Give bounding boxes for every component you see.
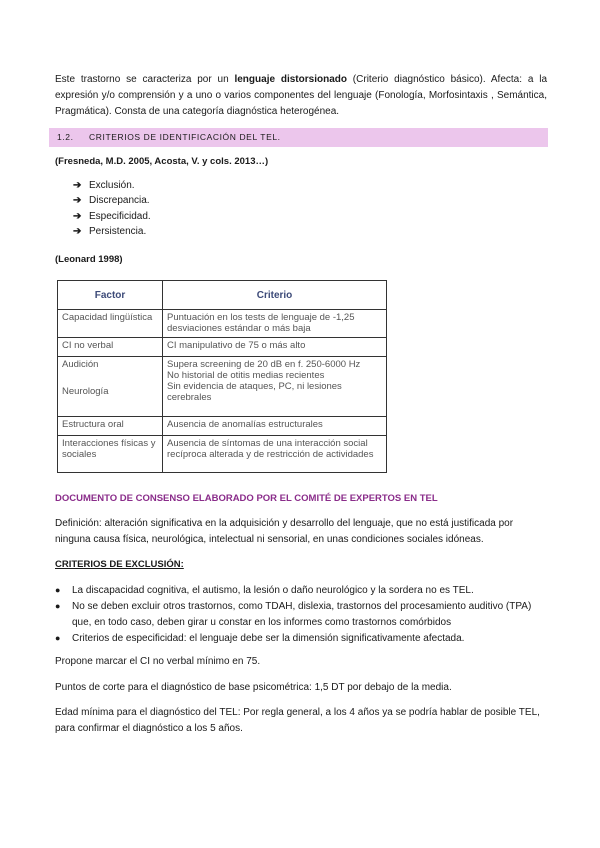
list-item: ● No se deben excluir otros trastornos, como TDAH, dislexia, trastornos del procesamiento auditivo (TPA) que, en todo caso, deben girar u constar en los informes como trastornos comórbidos [55,601,532,628]
definition-paragraph: Definición: alteración significativa en la adquisición y desarrollo del lenguaje, que no está justificada por ninguna causa física, neurológica, intelectual ni sensorial, en unas condiciones sociales idóneas. [55,518,514,545]
exclusion-heading: CRITERIOS DE EXCLUSIÓN: [55,559,184,570]
factor-cell: Estructura oral [58,417,163,436]
intro-paragraph [55,72,547,120]
age-paragraph: Edad mínima para el diagnóstico del TEL: Por regla general, a los 4 años ya se podría hablar de posible TEL, para confirmar el diagnóstico a los 5 años. [55,707,540,734]
criterio-cell: Ausencia de síntomas de una interacción social recíproca alterada y de restricción de actividades [163,436,387,473]
factor-cell: Capacidad lingüística [58,310,163,338]
section-title: CRITERIOS DE IDENTIFICACIÓN DEL TEL. [89,132,281,142]
consensus-title: DOCUMENTO DE CONSENSO ELABORADO POR EL COMITÉ DE EXPERTOS EN TEL [55,493,438,504]
list-item: ➔ Especificidad. [73,209,151,224]
citation-fresneda: (Fresneda, M.D. 2005, Acosta, V. y cols. 2013…) [55,156,269,167]
factor-cell: CI no verbal [58,338,163,357]
right-arrow-icon: ➔ [73,180,82,191]
section-number: 1.2. [57,132,74,142]
list-item: ● Criterios de especificidad: el lenguaje debe ser la dimensión significativamente afectada. [55,631,547,646]
cutoff-paragraph: Puntos de corte para el diagnóstico de base psicométrica: 1,5 DT por debajo de la media. [55,682,452,693]
header-criterio: Criterio [163,281,387,310]
section-heading-bar [49,128,548,147]
citation-leonard: (Leonard 1998) [55,254,123,265]
criterio-cell: Ausencia de anomalías estructurales [163,417,387,436]
list-item: ● La discapacidad cognitiva, el autismo, la lesión o daño neurológico y la sordera no es TEL. [55,583,547,598]
factor-cell: Interacciones físicas y sociales [58,436,163,473]
factor-cell: Audición Neurología [58,357,163,417]
table-row [58,338,387,357]
list-item: ➔ Persistencia. [73,224,151,239]
criterio-cell: Puntuación en los tests de lenguaje de -1,25 desviaciones estándar o más baja [163,310,387,338]
list-item: ➔ Exclusión. [73,178,151,193]
criteria-table [57,280,387,473]
criterio-cell: CI manipulativo de 75 o más alto [163,338,387,357]
right-arrow-icon: ➔ [73,225,82,237]
bullet-icon: ● [55,601,61,612]
exclusion-bullet-list [55,583,547,647]
ci-paragraph: Propone marcar el CI no verbal mínimo en 75. [55,656,261,667]
table-row [58,417,387,436]
criterio-cell: Supera screening de 20 dB en f. 250-6000 Hz No historial de otitis medias recientes Sin evidencia de ataques, PC, ni lesiones cerebrales [163,357,387,417]
bullet-icon: ● [55,632,61,643]
bullet-icon: ● [55,585,61,595]
intro-bold-term: lenguaje distorsionado [234,74,347,85]
right-arrow-icon: ➔ [73,195,82,207]
intro-text-start: Este trastorno se caracteriza por un [55,74,235,85]
right-arrow-icon: ➔ [73,210,82,222]
intro-text-end: (Criterio diagnóstico básico). Afecta: a la expresión y/o comprensión y a uno o varios componentes del lenguaje (Fonología, Morfosintaxis , Semántica, Pragmática). Consta de una categoría diagnóstica heterogénea. [55,74,548,117]
list-item: ➔ Discrepancia. [73,193,151,208]
table-row [58,436,387,473]
table-row [58,310,387,338]
header-factor: Factor [58,281,163,310]
criteria-arrow-list [73,178,151,239]
table-row [58,357,387,417]
table-header-row [58,281,387,310]
